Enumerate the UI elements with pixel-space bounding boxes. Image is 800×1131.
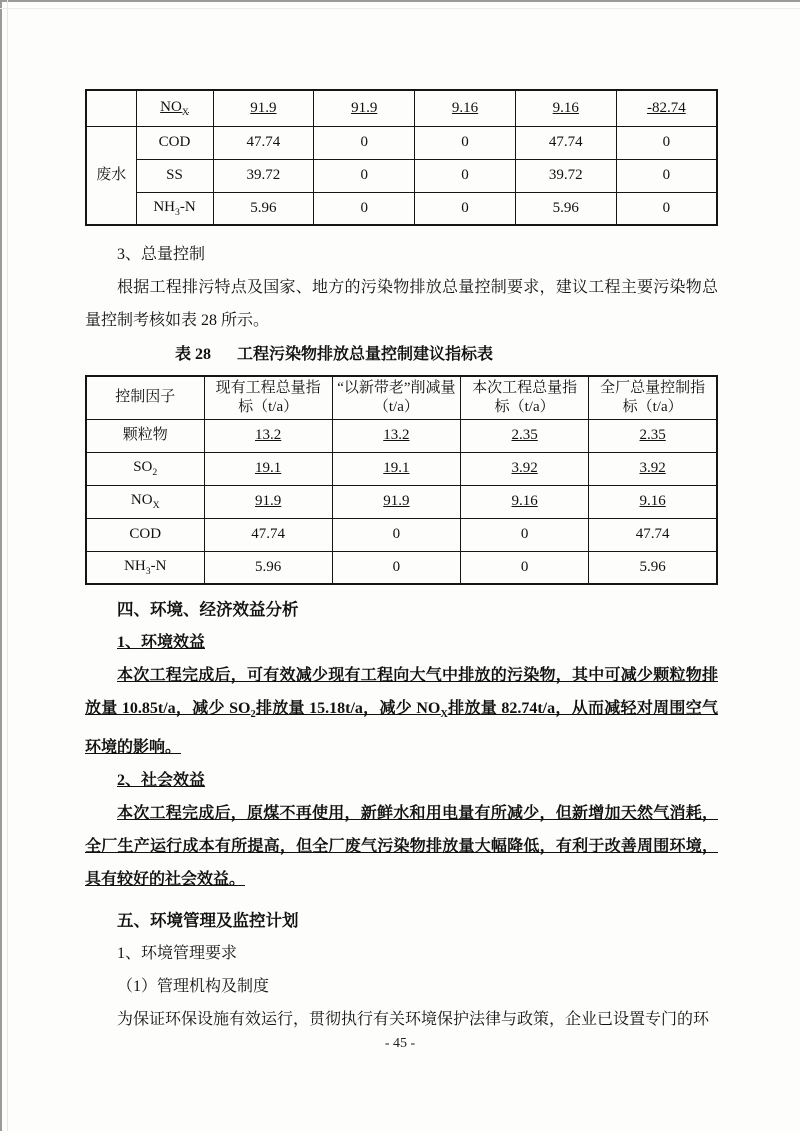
table-cell: 0 bbox=[332, 551, 460, 584]
table-cell: 2.35 bbox=[589, 419, 717, 452]
pollutant-name-cell bbox=[136, 90, 213, 126]
factor-name: NO bbox=[130, 491, 153, 508]
paragraph-text: 本次工程完成后，可有效减少现有工程向大气中排放的污染物，其中可减少颗粒物排放量 10.85t/a，减少 SO bbox=[85, 667, 718, 717]
table-row bbox=[86, 551, 717, 584]
factor-name-cell bbox=[86, 452, 204, 485]
paragraph-environmental-benefit bbox=[85, 659, 718, 764]
table-cell: 91.9 bbox=[314, 90, 415, 126]
table-cell: 91.9 bbox=[204, 485, 332, 518]
subscript: 3 bbox=[145, 565, 151, 577]
table-cell: 9.16 bbox=[415, 90, 516, 126]
table-cell: 0 bbox=[461, 551, 589, 584]
table-cell: 47.74 bbox=[204, 518, 332, 551]
empty-group-cell bbox=[86, 90, 136, 126]
factor-name-cell bbox=[86, 485, 204, 518]
page-content bbox=[85, 0, 718, 1036]
table-cell: 2.35 bbox=[461, 419, 589, 452]
scan-margin-line-vertical bbox=[7, 0, 8, 1131]
table-cell: 0 bbox=[616, 126, 717, 159]
page-number: - 45 - bbox=[384, 1036, 416, 1051]
subscript: 2 bbox=[250, 709, 256, 721]
factor-name: SO bbox=[133, 458, 153, 475]
table-cell: 3.92 bbox=[461, 452, 589, 485]
table-cell: 0 bbox=[314, 159, 415, 192]
subscript: X bbox=[440, 709, 448, 721]
pollutant-name: NO bbox=[160, 98, 182, 115]
factor-name-cell bbox=[86, 551, 204, 584]
table-cell: 91.9 bbox=[213, 90, 314, 126]
table-cell: 19.1 bbox=[332, 452, 460, 485]
column-header: 本次工程总量指标（t/a） bbox=[461, 376, 589, 419]
subscript: 2 bbox=[152, 466, 158, 478]
paragraph-management-org: 为保证环保设施有效运行，贯彻执行有关环境保护法律与政策，企业已设置专门的环 bbox=[117, 1011, 710, 1029]
factor-name: NH bbox=[124, 557, 146, 574]
table-row bbox=[86, 90, 717, 126]
table-row bbox=[86, 452, 717, 485]
subscript: X bbox=[152, 499, 160, 511]
table-cell: 5.96 bbox=[204, 551, 332, 584]
table-cell: 39.72 bbox=[515, 159, 616, 192]
paragraph-total-control: 根据工程排污特点及国家、地方的污染物排放总量控制要求，建议工程主要污染物总量控制考核如表 28 所示。 bbox=[85, 279, 718, 329]
table-row bbox=[86, 126, 717, 159]
factor-name-cell bbox=[86, 518, 204, 551]
paragraph-social-benefit: 本次工程完成后，原煤不再使用，新鲜水和用电量有所减少，但新增加天然气消耗，全厂生产运行成本有所提高，但全厂废气污染物排放量大幅降低，有利于改善周围环境，具有较好的社会效益。 bbox=[85, 805, 718, 889]
table-row bbox=[86, 192, 717, 225]
table-row bbox=[86, 159, 717, 192]
table-cell: 5.96 bbox=[515, 192, 616, 225]
column-header: 控制因子 bbox=[86, 376, 204, 419]
section-heading-env-management: 五、环境管理及监控计划 bbox=[117, 911, 299, 931]
table-cell: 0 bbox=[314, 192, 415, 225]
subsection-heading-environmental-benefit: 1、环境效益 bbox=[117, 634, 206, 651]
table-cell: 0 bbox=[616, 159, 717, 192]
subscript: 3 bbox=[174, 206, 180, 218]
subsection-heading-management-org: （1）管理机构及制度 bbox=[117, 978, 270, 996]
table28-total-control-indicators bbox=[85, 375, 718, 585]
table-cell: 5.96 bbox=[589, 551, 717, 584]
table-cell: 0 bbox=[332, 518, 460, 551]
table-cell: 5.96 bbox=[213, 192, 314, 225]
table-cell: 19.1 bbox=[204, 452, 332, 485]
pollutant-name: COD bbox=[158, 134, 191, 151]
group-label-cell: 废水 bbox=[86, 126, 136, 225]
pollutant-name: SS bbox=[166, 167, 183, 184]
table28-caption bbox=[85, 341, 718, 369]
table-cell: 0 bbox=[415, 159, 516, 192]
table-row bbox=[86, 485, 717, 518]
table-cell: 0 bbox=[616, 192, 717, 225]
table-cell: 47.74 bbox=[589, 518, 717, 551]
table-cell: 9.16 bbox=[515, 90, 616, 126]
table-cell: 0 bbox=[415, 126, 516, 159]
table-cell: 39.72 bbox=[213, 159, 314, 192]
paragraph-text: 排放量 82.74t/a，从而减轻对周围空气环境的影响。 bbox=[85, 700, 718, 757]
pollutant-name: NH bbox=[153, 198, 175, 215]
table28-caption-label: 表 28 bbox=[175, 346, 212, 363]
table-row bbox=[86, 518, 717, 551]
pollutant-name-cell bbox=[136, 159, 213, 192]
subscript: X bbox=[181, 106, 189, 118]
pollutant-name-cell bbox=[136, 126, 213, 159]
factor-name: COD bbox=[129, 526, 162, 543]
subsection-heading-social-benefit: 2、社会效益 bbox=[117, 772, 206, 790]
subsection-heading-total-control: 3、总量控制 bbox=[117, 246, 206, 263]
table-cell: 13.2 bbox=[332, 419, 460, 452]
subsection-heading-management-requirements: 1、环境管理要求 bbox=[117, 945, 238, 963]
table-cell: 9.16 bbox=[589, 485, 717, 518]
factor-name: 颗粒物 bbox=[122, 427, 168, 444]
column-header: 全厂总量控制指标（t/a） bbox=[589, 376, 717, 419]
pollutant-name-tail: -N bbox=[179, 198, 196, 215]
table-cell: 13.2 bbox=[204, 419, 332, 452]
table-cell: 3.92 bbox=[589, 452, 717, 485]
scan-edge-left bbox=[0, 0, 2, 1131]
paragraph-text: 排放量 15.18t/a，减少 NO bbox=[255, 700, 441, 717]
factor-name-cell bbox=[86, 419, 204, 452]
table-cell: 0 bbox=[314, 126, 415, 159]
table-cell: 0 bbox=[415, 192, 516, 225]
table-cell: 47.74 bbox=[213, 126, 314, 159]
table-cell: -82.74 bbox=[616, 90, 717, 126]
table-row bbox=[86, 419, 717, 452]
table-cell: 47.74 bbox=[515, 126, 616, 159]
column-header: 现有工程总量指标（t/a） bbox=[204, 376, 332, 419]
table28-caption-title: 工程污染物排放总量控制建议指标表 bbox=[237, 346, 494, 363]
pollutant-carryover-table bbox=[85, 89, 718, 226]
table-cell: 9.16 bbox=[461, 485, 589, 518]
table-cell: 91.9 bbox=[332, 485, 460, 518]
column-header: “以新带老”削减量（t/a） bbox=[332, 376, 460, 419]
factor-name-tail: -N bbox=[150, 557, 167, 574]
pollutant-name-cell bbox=[136, 192, 213, 225]
table-header-row bbox=[86, 376, 717, 419]
table-cell: 0 bbox=[461, 518, 589, 551]
section-heading-benefit-analysis: 四、环境、经济效益分析 bbox=[117, 600, 299, 619]
